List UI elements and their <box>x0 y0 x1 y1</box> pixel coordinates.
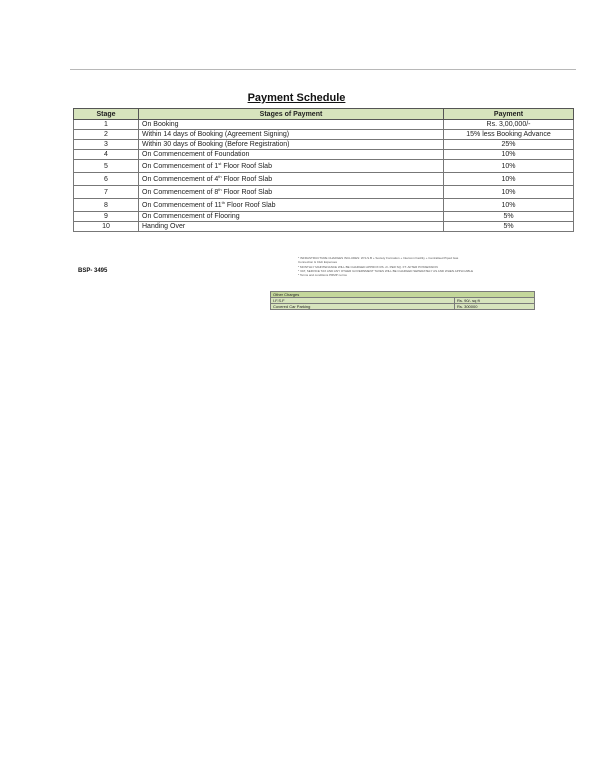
stage-number: 1 <box>74 120 139 130</box>
table-row <box>74 140 574 150</box>
footnote-line: Connection & Club Expenses <box>298 260 338 265</box>
other-charge-label: Covered Car Parking <box>271 304 455 310</box>
other-charges-row <box>271 304 535 310</box>
payment-value: 5% <box>444 212 574 222</box>
table-row <box>74 199 574 212</box>
column-header-stages-of-payment: Stages of Payment <box>139 109 444 120</box>
stage-number: 5 <box>74 160 139 173</box>
column-header-payment: Payment <box>444 109 574 120</box>
ordinal-suffix: st <box>218 160 222 166</box>
footnote-line: * INFRASTRUCTURE CHARGES INCLUDES: W.S.S.B + Society Formation + Intercom Facility + Centralised Piped Gas <box>298 256 459 260</box>
stage-number: 9 <box>74 212 139 222</box>
payment-value: 25% <box>444 140 574 150</box>
stage-number: 3 <box>74 140 139 150</box>
column-header-stage: Stage <box>74 109 139 120</box>
stage-description-text: On Commencement of 11 <box>142 201 222 209</box>
stage-description-text: Floor Roof Slab <box>221 188 273 196</box>
other-charge-label: I.F.S.F <box>271 298 455 304</box>
table-row <box>74 186 574 199</box>
footnotes <box>298 256 538 277</box>
payment-value: 10% <box>444 150 574 160</box>
payment-value: 15% less Booking Advance <box>444 130 574 140</box>
payment-value: 10% <box>444 160 574 173</box>
payment-value: 10% <box>444 186 574 199</box>
table-header-row <box>74 109 574 120</box>
other-charge-value: Rs. 300000 <box>455 304 535 310</box>
stage-description-text: Within 30 days of Booking (Before Registration) <box>142 141 290 148</box>
stage-description-text: Floor Roof Slab <box>221 175 273 183</box>
stage-description-text: Floor Roof Slab <box>221 162 272 170</box>
ordinal-suffix: th <box>218 186 222 192</box>
stage-description-text: On Commencement of 1 <box>142 162 219 170</box>
stage-description <box>139 199 444 212</box>
stage-description-text: On Booking <box>142 121 179 128</box>
stage-description-text: On Commencement of Flooring <box>142 213 240 220</box>
stage-description-text: Handing Over <box>142 223 186 230</box>
stage-number: 10 <box>74 222 139 232</box>
stage-number: 8 <box>74 199 139 212</box>
stage-number: 4 <box>74 150 139 160</box>
stage-description <box>139 173 444 186</box>
table-row <box>74 173 574 186</box>
payment-value: Rs. 3,00,000/- <box>444 120 574 130</box>
stage-description-text: Within 14 days of Booking (Agreement Signing) <box>142 131 290 138</box>
ordinal-suffix: th <box>218 173 222 179</box>
top-divider <box>70 69 576 70</box>
payment-value: 5% <box>444 222 574 232</box>
stage-description <box>139 140 444 150</box>
table-row <box>74 222 574 232</box>
table-row <box>74 160 574 173</box>
stage-description-text: On Commencement of 4 <box>142 175 219 183</box>
ordinal-suffix: th <box>221 199 225 205</box>
stage-description <box>139 120 444 130</box>
footnote-line: * MONTHLY MAINTENANCE WILL BE CHARGED APPROX RS. 2/- PER SQ. FT. AFTER POSSESSION <box>298 264 438 269</box>
stage-number: 2 <box>74 130 139 140</box>
other-charges-header: Other Charges <box>271 292 535 298</box>
table-row <box>74 120 574 130</box>
stage-description <box>139 212 444 222</box>
other-charges-table <box>270 291 535 310</box>
stage-description <box>139 222 444 232</box>
stage-description-text: Floor Roof Slab <box>224 201 276 209</box>
stage-description <box>139 150 444 160</box>
footnote-line: * VAT, SERVICE TAX AND ANY OTHER GOVERNMENT TAXES WILL BE CHARGED SEPERATELY AS AND WHEN APPLICABLE <box>298 268 474 273</box>
stage-number: 7 <box>74 186 139 199</box>
stage-number: 6 <box>74 173 139 186</box>
other-charge-value: Rs. 90/- sq ft <box>455 298 535 304</box>
payment-schedule-table <box>73 108 574 232</box>
footnote-line: * Terms and conditions PRMP norms <box>298 273 347 278</box>
bsp-label: BSP- 3495 <box>78 268 108 274</box>
stage-description <box>139 160 444 173</box>
table-row <box>74 212 574 222</box>
table-row <box>74 130 574 140</box>
payment-value: 10% <box>444 173 574 186</box>
stage-description <box>139 130 444 140</box>
page-title: Payment Schedule <box>247 92 346 104</box>
payment-value: 10% <box>444 199 574 212</box>
table-row <box>74 150 574 160</box>
stage-description <box>139 186 444 199</box>
stage-description-text: On Commencement of 8 <box>142 188 219 196</box>
stage-description-text: On Commencement of Foundation <box>142 151 250 158</box>
